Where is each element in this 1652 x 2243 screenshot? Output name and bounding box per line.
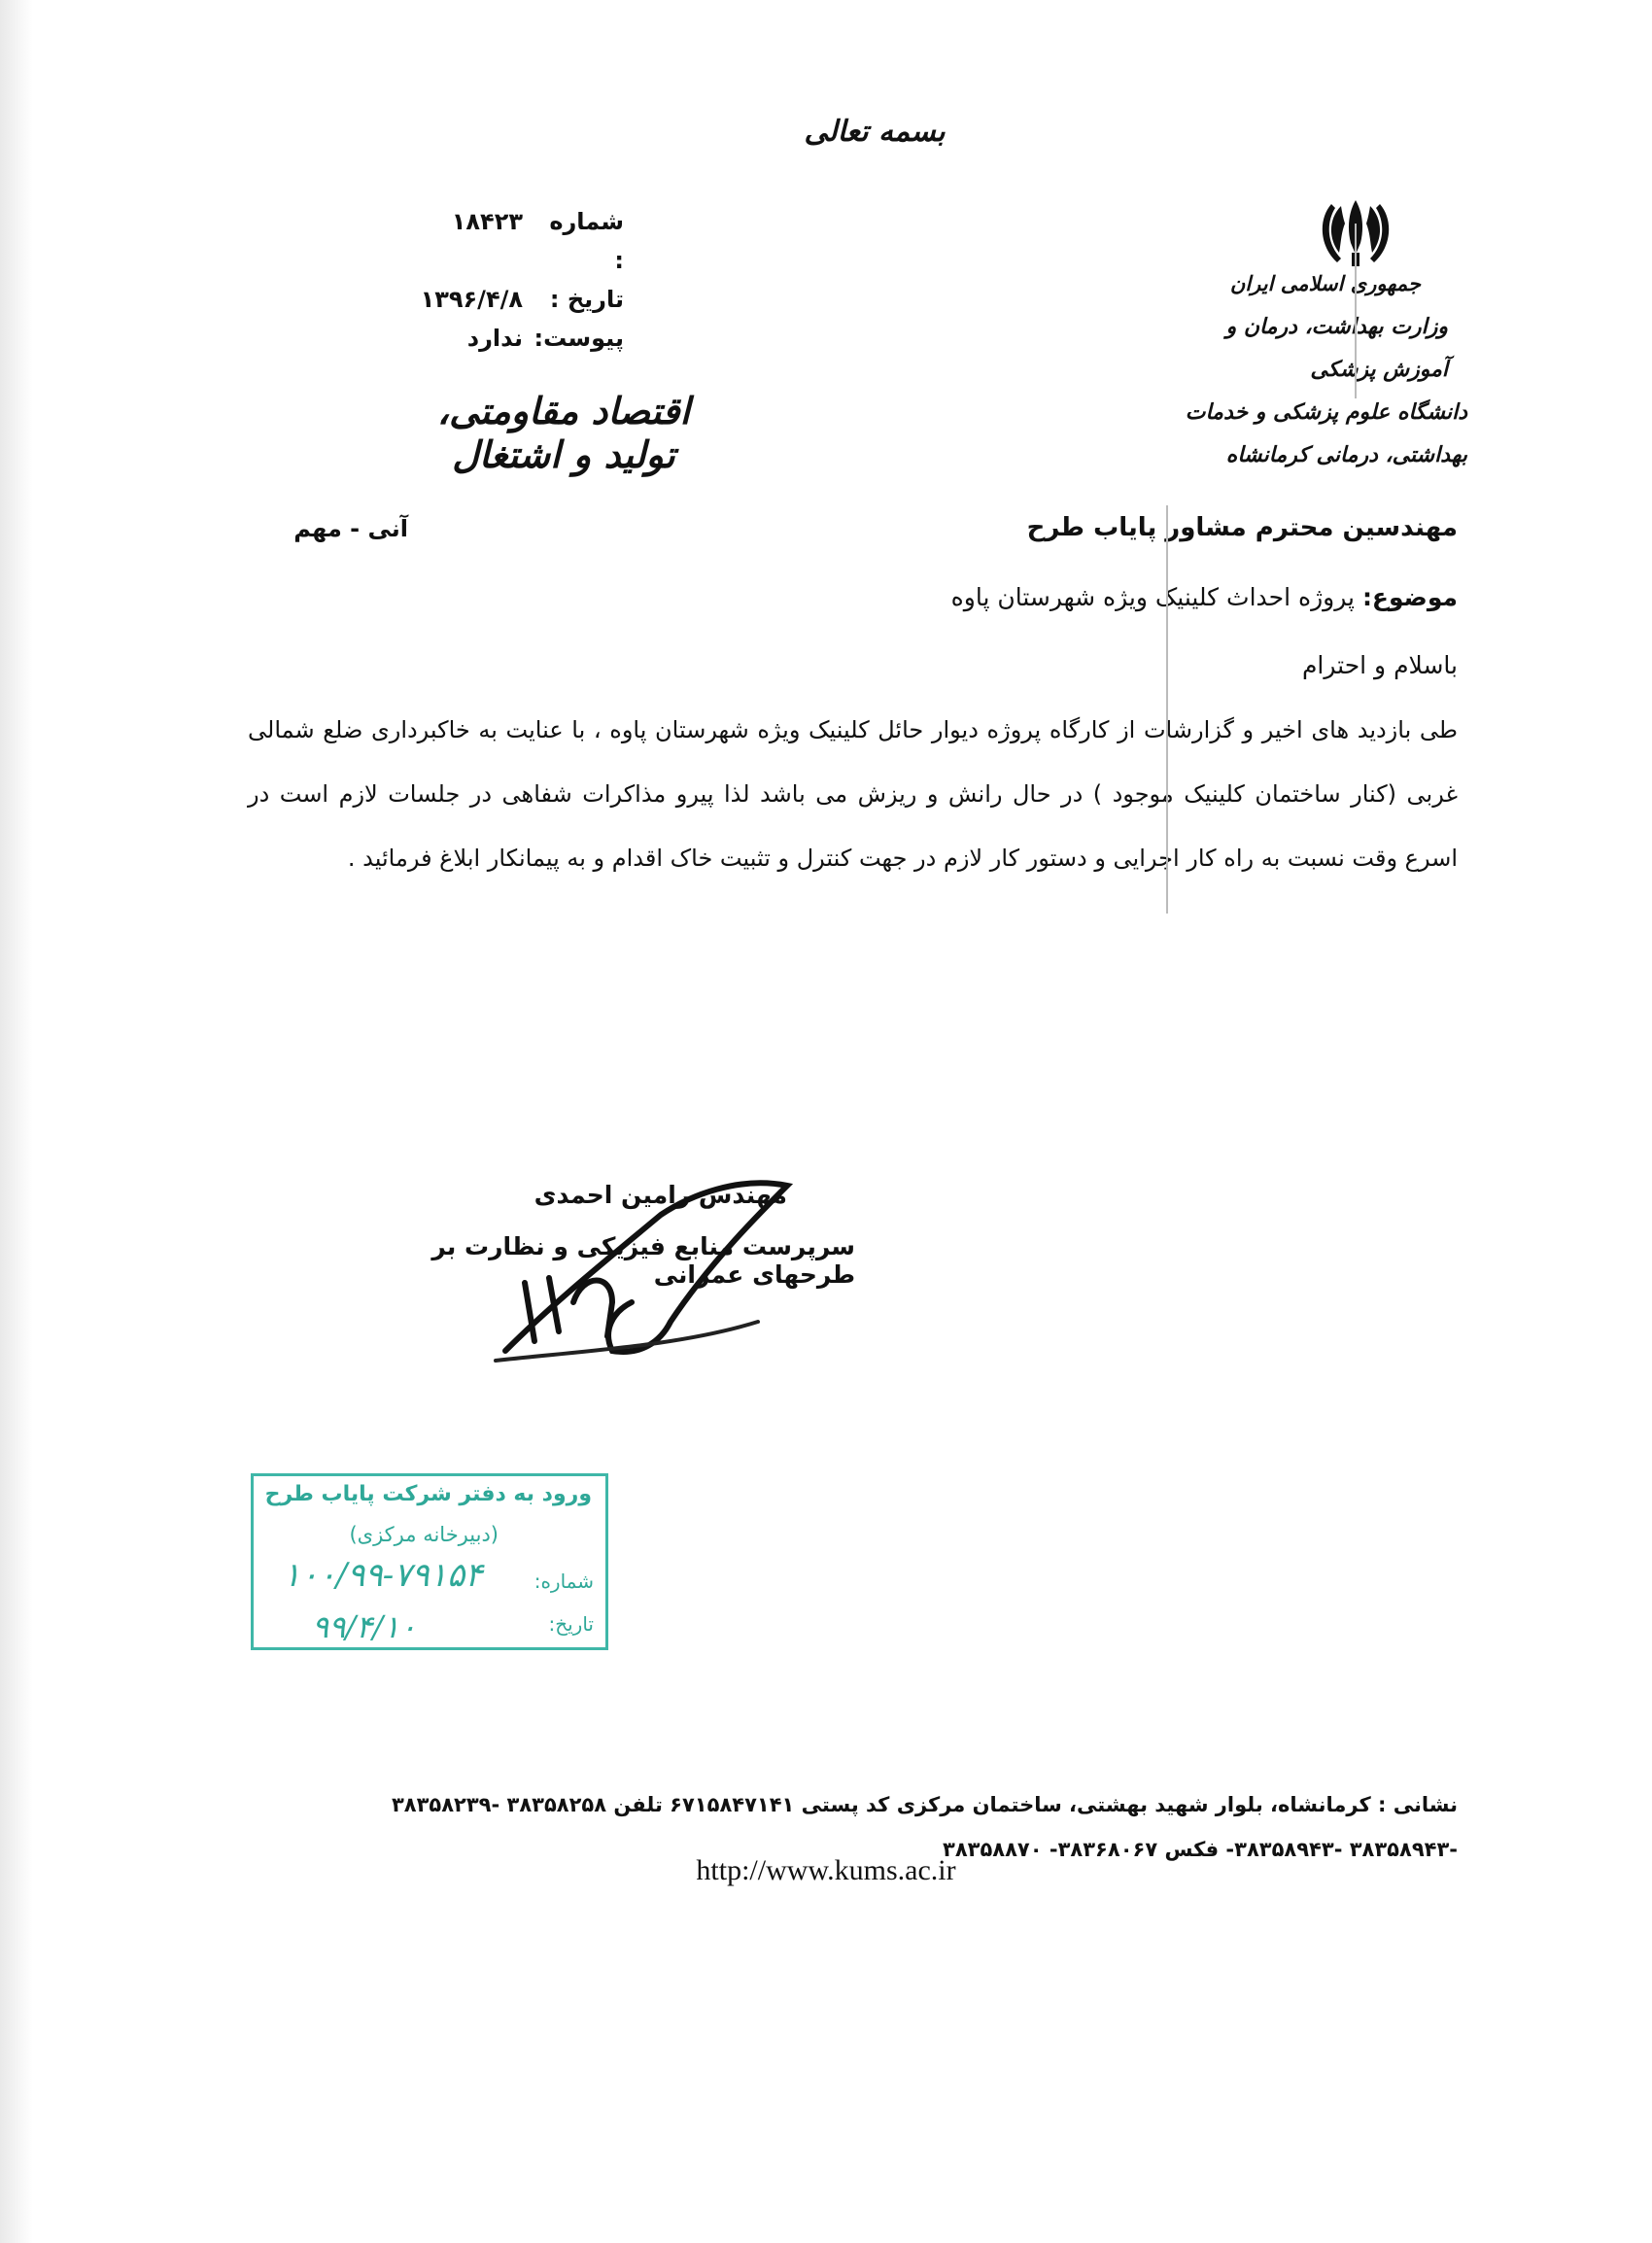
urgency-label: آنی - مهم [293,515,408,542]
attachment-row [408,319,624,358]
recipient-line: مهندسین محترم مشاور پایاب طرح [1026,513,1458,542]
year-slogan: اقتصاد مقاومتی، تولید و اشتغال [436,389,691,476]
stamp-subheading: (دبیرخانه مرکزی) [349,1523,499,1546]
header-invocation: بسمه تعالی [804,115,946,149]
signatory-title: سرپرست منابع فیزیکی و نظارت بر طرحهای عمرانی [431,1232,855,1289]
attachment-label: پیوست: [533,325,624,352]
stamp-heading: ورود به دفتر شرکت پایاب طرح [264,1482,592,1506]
stamp-date-value: ۹۹/۴/۱۰ [312,1608,417,1645]
subject-label: موضوع: [1361,583,1458,611]
org-line-country: جمهوری اسلامی ایران [1229,271,1421,295]
footer-address: نشانی : کرمانشاه، بلوار شهید بهشتی، ساختمان مرکزی کد پستی ۶۷۱۵۸۴۷۱۴۱ تلفن ۳۸۳۵۸۲۵۸ -۳۸۳۵۸۲۳۹ -۳۸۳۵۸۹۴۳ -۳۸۳۵۸۹۴۳- فکس ۳۸۳۶۸۰۶۷- ۳۸۳۵۸۸۷۰ [391,1793,1458,1861]
organization-header [1176,262,1467,476]
letter-metadata [408,202,624,358]
attachment-value: ندارد [466,325,523,352]
number-value: ۱۸۴۲۳ [451,208,523,235]
signatory-name: مهندس رامین احمدی [533,1181,787,1209]
org-line-university: دانشگاه علوم پزشکی و خدمات بهداشتی، درمانی کرمانشاه [1185,399,1467,467]
receipt-stamp [251,1473,608,1650]
number-row [408,202,624,280]
greeting-line: باسلام و احترام [1301,651,1458,679]
number-label: شماره : [549,208,624,274]
date-row [408,280,624,319]
stamp-number-label: شماره: [533,1570,594,1593]
date-value: ۱۳۹۶/۴/۸ [420,286,523,313]
footer-website-link[interactable]: http://www.kums.ac.ir [696,1854,956,1886]
scan-fold-line [1166,505,1168,914]
subject-text: پروژه احداث کلینیک ویژه شهرستان پاوه [950,583,1355,611]
letter-body: طی بازدید های اخیر و گزارشات از کارگاه پروژه دیوار حائل کلینیک ویژه شهرستان پاوه ، با عنایت به خاکبرداری ضلع شمالی غربی (کنار ساختمان کلینیک موجود ) در حال رانش و ریزش می باشد لذا پیرو مذاکرات شفاهی در جلسات لازم است در اسرع وقت نسبت به راه کار اجرایی و دستور کار لازم در جهت کنترل و تثبیت خاک اقدام و به پیمانکار ابلاغ فرمائید . [248,716,1458,872]
scan-artifact-line [1355,224,1357,398]
stamp-number-value: ۱۰۰/۹۹-۷۹۱۵۴ [283,1556,483,1595]
org-line-ministry: وزارت بهداشت، درمان و آموزش پزشکی [1225,314,1448,382]
stamp-date-label: تاریخ: [548,1612,594,1636]
date-label: تاریخ : [549,286,624,313]
scan-edge-shadow [0,0,33,2243]
